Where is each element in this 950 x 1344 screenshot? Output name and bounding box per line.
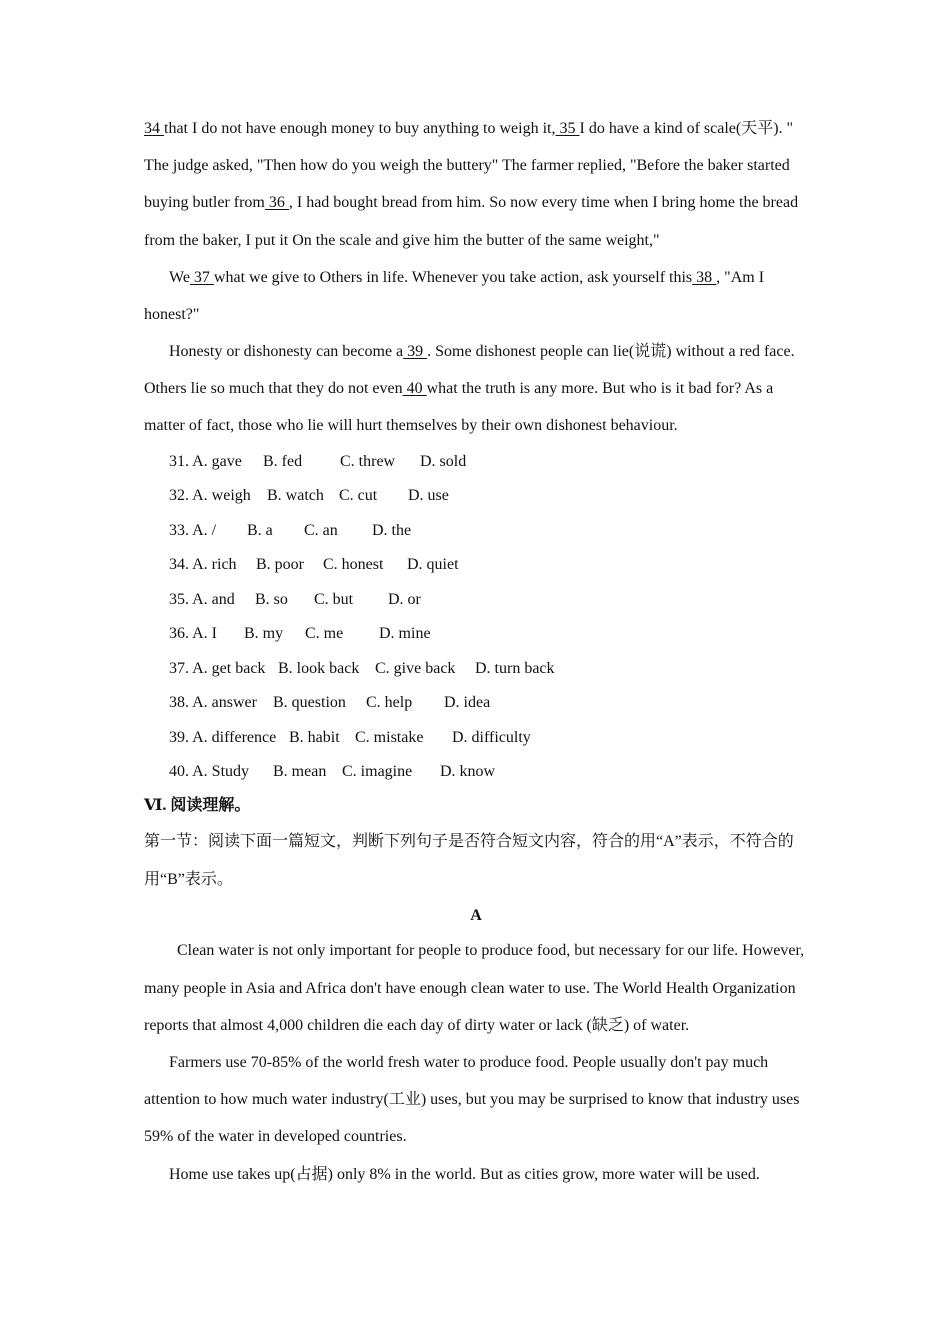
option-c[interactable]: C. give back — [375, 659, 456, 677]
option-d[interactable]: D. idea — [444, 694, 491, 712]
option-d[interactable]: D. or — [388, 590, 421, 608]
section-instruction: 第一节：阅读下面一篇短文，判断下列句子是否符合短文内容，符合的用“A”表示，不符合的用“B”表示。 — [144, 833, 794, 888]
option-c[interactable]: C. but — [314, 590, 354, 608]
option-a[interactable]: 38. A. answer — [169, 694, 257, 712]
text: We — [169, 268, 190, 286]
reading-passage — [144, 932, 808, 1192]
blank-35[interactable]: 35 — [555, 120, 580, 137]
option-row-36 — [144, 617, 808, 652]
option-row-37 — [144, 651, 808, 686]
option-c[interactable]: C. imagine — [342, 763, 413, 781]
option-a[interactable]: 33. A. / — [169, 521, 217, 539]
option-c[interactable]: C. an — [304, 521, 338, 539]
option-b[interactable]: B. fed — [263, 452, 303, 470]
blank-37[interactable]: 37 — [189, 268, 214, 286]
option-c[interactable]: C. mistake — [355, 728, 424, 746]
option-b[interactable]: B. so — [255, 590, 288, 608]
option-d[interactable]: D. mine — [379, 625, 431, 643]
reading-paragraph-1: Clean water is not only important for people to produce food, but necessary for our life. However, many people in Asia and Africa don't have enough clean water to use. The World Health Organization reports that almost 4,000 children die each day of dirty water or lack (缺乏) of water. — [144, 942, 805, 1034]
option-b[interactable]: B. a — [247, 521, 273, 539]
option-a[interactable]: 32. A. weigh — [169, 487, 251, 505]
option-a[interactable]: 31. A. gave — [169, 452, 242, 470]
section-instruction-block — [144, 823, 808, 898]
text: what the truth is any more. But who is it bad for? As a matter of fact, those who lie will hurt themselves by their own dishonest behaviour. — [144, 380, 774, 435]
option-d[interactable]: D. difficulty — [452, 728, 531, 746]
option-b[interactable]: B. habit — [289, 728, 340, 746]
option-row-33 — [144, 513, 808, 548]
option-row-35 — [144, 582, 808, 617]
cloze-passage — [144, 110, 808, 444]
option-row-39 — [144, 720, 808, 755]
option-b[interactable]: B. watch — [267, 487, 324, 505]
option-b[interactable]: B. mean — [273, 763, 327, 781]
blank-39[interactable]: 39 — [403, 342, 428, 360]
option-a[interactable]: 35. A. and — [169, 590, 235, 608]
blank-38[interactable]: 38 — [692, 268, 717, 286]
text: . Some dishonest people can lie(说谎) without a red face. Others lie so much that they do not even — [144, 342, 795, 398]
cloze-paragraph-1 — [144, 110, 808, 259]
reading-paragraph-2: Farmers use 70-85% of the world fresh water to produce food. People usually don't pay much attention to how much water industry(工业) uses, but you may be surprised to know that industry uses 59% of the water in developed countries. — [144, 1054, 800, 1146]
option-d[interactable]: D. quiet — [407, 556, 459, 574]
option-a[interactable]: 39. A. difference — [169, 728, 277, 746]
option-d[interactable]: D. use — [408, 487, 449, 505]
cloze-paragraph-3 — [144, 333, 808, 445]
option-b[interactable]: B. look back — [278, 659, 360, 677]
section-heading: Ⅵ. 阅读理解。 — [144, 797, 251, 815]
reading-paragraph-3: Home use takes up(占据) only 8% in the world. But as cities grow, more water will be used. — [169, 1165, 760, 1183]
option-a[interactable]: 40. A. Study — [169, 763, 250, 781]
option-row-32 — [144, 479, 808, 514]
option-c[interactable]: C. honest — [323, 556, 384, 574]
option-b[interactable]: B. my — [244, 625, 284, 643]
option-a[interactable]: 37. A. get back — [169, 659, 266, 677]
document-page — [144, 110, 808, 1193]
option-a[interactable]: 34. A. rich — [169, 556, 237, 574]
blank-34[interactable]: 34 — [144, 120, 164, 137]
option-c[interactable]: C. help — [366, 694, 413, 712]
text: , "Am I honest?" — [144, 268, 765, 323]
option-d[interactable]: D. sold — [420, 452, 467, 470]
option-row-31 — [144, 444, 808, 479]
answer-options — [144, 444, 808, 789]
option-row-38 — [144, 686, 808, 721]
text: Honesty or dishonesty can become a — [169, 342, 404, 360]
option-b[interactable]: B. poor — [256, 556, 304, 574]
option-c[interactable]: C. threw — [340, 452, 396, 470]
option-row-40 — [144, 755, 808, 790]
blank-40[interactable]: 40 — [402, 380, 427, 398]
option-d[interactable]: D. the — [372, 521, 412, 539]
cloze-paragraph-2 — [144, 259, 808, 333]
text: what we give to Others in life. Whenever you take action, ask yourself this — [213, 268, 693, 286]
option-row-34 — [144, 548, 808, 583]
option-c[interactable]: C. cut — [339, 487, 378, 505]
text: I do have a kind of scale(天平). " The judge asked, "Then how do you weigh the buttery" The farmer replied, "Before the baker started buying butler from — [144, 120, 794, 212]
passage-title: A — [470, 907, 482, 925]
option-b[interactable]: B. question — [273, 694, 346, 712]
option-a[interactable]: 36. A. I — [169, 625, 217, 643]
text: , I had bought bread from him. So now every time when I bring home the bread from the baker, I put it On the scale and give him the butter of the same weight," — [144, 194, 799, 249]
option-c[interactable]: C. me — [305, 625, 344, 643]
option-d[interactable]: D. know — [440, 763, 496, 781]
text: that I do not have enough money to buy anything to weigh it, — [164, 120, 556, 137]
blank-36[interactable]: 36 — [264, 194, 289, 212]
option-d[interactable]: D. turn back — [475, 659, 555, 677]
